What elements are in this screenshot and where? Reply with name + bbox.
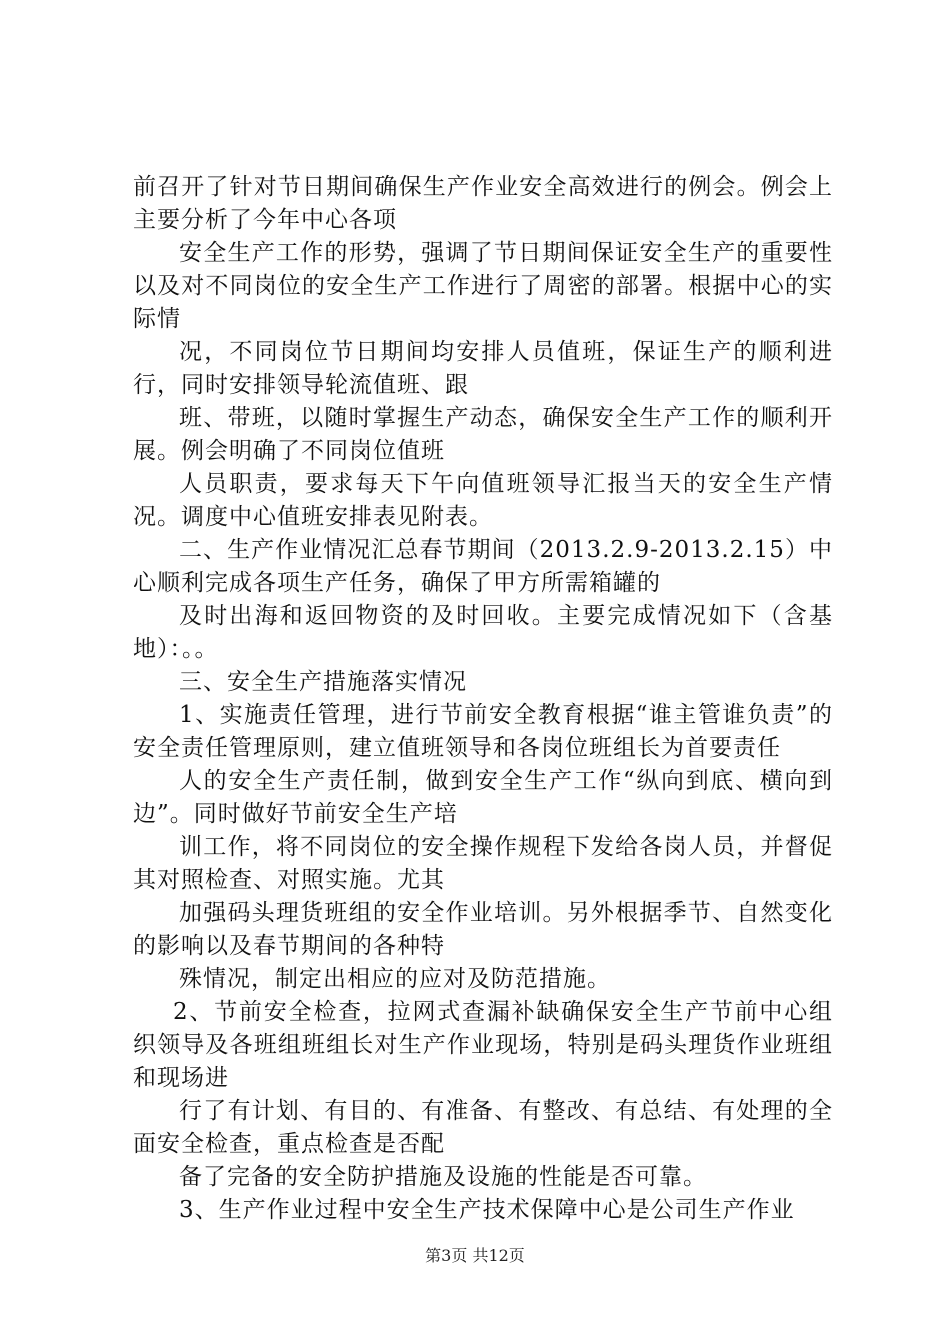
section-heading-3: 三、安全生产措施落实情况 [179,669,467,695]
paragraph-1: 前召开了针对节日期间确保生产作业安全高效进行的例会。例会上主要分析了今年中心各项 [133,174,833,233]
paragraph-13: 殊情况，制定出相应的应对及防范措施。 [179,966,611,992]
paragraph-3: 况，不同岗位节日期间均安排人员值班，保证生产的顺利进行，同时安排领导轮流值班、跟 [133,339,833,398]
paragraph-15: 行了有计划、有目的、有准备、有整改、有总结、有处理的全面安全检查，重点检查是否配 [133,1098,833,1157]
paragraph-9: 1、实施责任管理，进行节前安全教育根据“谁主管谁负责”的安全责任管理原则，建立值班领导和各岗位班组长为首要责任 [133,702,833,761]
page-number-footer: 第3页 共12页 [425,1246,525,1265]
paragraph-2: 安全生产工作的形势，强调了节日期间保证安全生产的重要性以及对不同岗位的安全生产工作进行了周密的部署。根据中心的实际情 [133,240,833,332]
paragraph-4: 班、带班，以随时掌握生产动态，确保安全生产工作的顺利开展。例会明确了不同岗位值班 [133,405,833,464]
paragraph-6: 二、生产作业情况汇总春节期间（2013.2.9-2013.2.15）中心顺利完成各项生产任务，确保了甲方所需箱罐的 [133,537,833,596]
paragraph-10: 人的安全生产责任制，做到安全生产工作“纵向到底、横向到边”。同时做好节前安全生产培 [133,768,833,827]
paragraph-5: 人员职责，要求每天下午向值班领导汇报当天的安全生产情况。调度中心值班安排表见附表。 [133,471,833,530]
paragraph-12: 加强码头理货班组的安全作业培训。另外根据季节、自然变化的影响以及春节期间的各种特 [133,900,833,959]
paragraph-11: 训工作，将不同岗位的安全操作规程下发给各岗人员，并督促其对照检查、对照实施。尤其 [133,834,833,893]
paragraph-14: 2、节前安全检查，拉网式查漏补缺确保安全生产节前中心组织领导及各班组班组长对生产作业现场，特别是码头理货作业班组和现场进 [133,999,833,1091]
document-body [133,171,833,1227]
paragraph-16: 备了完备的安全防护措施及设施的性能是否可靠。 [179,1164,707,1190]
paragraph-17: 3、生产作业过程中安全生产技术保障中心是公司生产作业 [179,1197,795,1223]
paragraph-7: 及时出海和返回物资的及时回收。主要完成情况如下（含基地）：。。 [133,603,833,662]
